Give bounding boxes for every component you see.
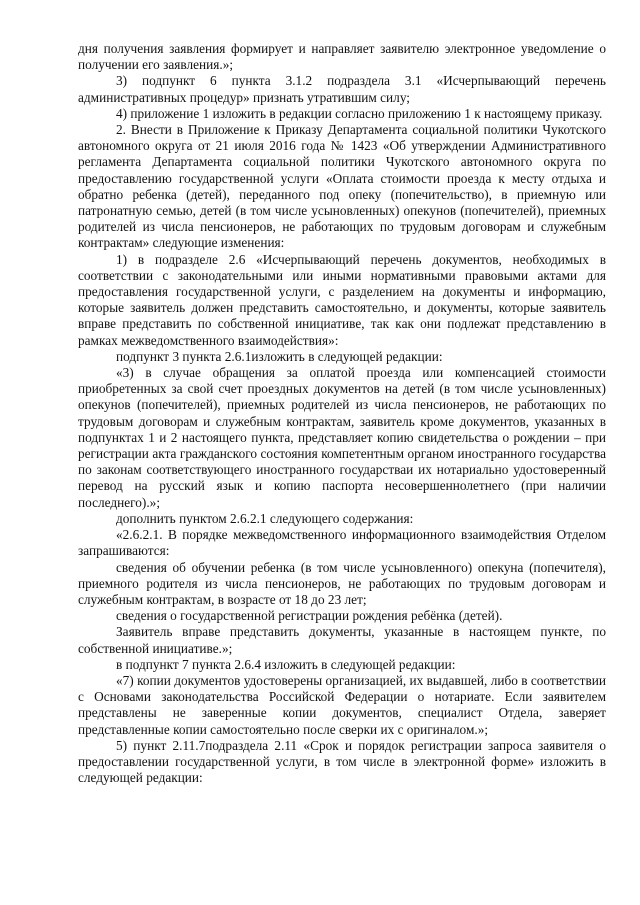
paragraph-add-2-6-2-1: дополнить пунктом 2.6.2.1 следующего содержания:	[116, 510, 414, 526]
paragraph-continuation: дня получения заявления формирует и направляет заявителю электронное уведомление о получении его заявления.»;	[78, 41, 606, 73]
document-page	[78, 41, 606, 786]
paragraph-quote-3: «3) в случае обращения за оплатой проезда или компенсацией стоимости приобретенных за свой счет проездных документов на детей (в том числе усыновленных) опекунов (попечителей), приемных родителей из числа пенсионеров, не работающих по трудовым договорам и служебным контрактам, заявитель кроме документов, указанных в подпунктах 1 и 2 настоящего пункта, представляет копию свидетельства о рождении – при регистрации акта гражданского состояния компетентным органом иностранного государства по законам соответствующего иностранного государстваи их нотариально удостоверенный перевод на русский язык и копию паспорта несовершеннолетнего (при наличии последнего).»;	[78, 365, 606, 510]
paragraph-applicant-right: Заявитель вправе представить документы, указанные в настоящем пункте, по собственной инициативе.»;	[78, 624, 606, 656]
paragraph-item-3: 3) подпункт 6 пункта 3.1.2 подраздела 3.1 «Исчерпывающий перечень административных процедур» признать утратившим силу;	[78, 73, 606, 105]
paragraph-item-5: 5) пункт 2.11.7подраздела 2.11 «Срок и порядок регистрации запроса заявителя о предоставлении государственной услуги, в том числе в электронной форме» изложить в следующей редакции:	[78, 737, 606, 786]
paragraph-subitem-7: в подпункт 7 пункта 2.6.4 изложить в следующей редакции:	[116, 656, 456, 672]
paragraph-subitem-3: подпункт 3 пункта 2.6.1изложить в следующей редакции:	[116, 348, 443, 364]
paragraph-quote-2-6-2-1: «2.6.2.1. В порядке межведомственного информационного взаимодействия Отделом запрашиваются:	[78, 527, 606, 559]
paragraph-quote-7: «7) копии документов удостоверены организацией, их выдавшей, либо в соответствии с Основами законодательства Российской Федерации о нотариате. Если заявителем представлены не заверенные копии документов, специалист Отдела, заверяет представленные копии самостоятельно после сверки их с оригиналом.»;	[78, 672, 606, 737]
paragraph-education-info: сведения об обучении ребенка (в том числе усыновленного) опекуна (попечителя), приемного родителя из числа пенсионеров, не работающих по трудовым договорам и служебным контрактам, в возрасте от 18 до 23 лет;	[78, 559, 606, 607]
paragraph-item-4: 4) приложение 1 изложить в редакции согласно приложению 1 к настоящему приказу.	[116, 105, 603, 121]
paragraph-birth-registration: сведения о государственной регистрации рождения ребёнка (детей).	[116, 608, 503, 624]
paragraph-item-1: 1) в подразделе 2.6 «Исчерпывающий перечень документов, необходимых в соответствии с законодательными или иными нормативными правовыми актами для предоставления государственной услуги, с разделением на документы и информацию, которые заявитель должен представить самостоятельно, и документы, которые заявитель вправе представить по собственной инициативе, так как они подлежат представлению в рамках межведомственного взаимодействия»:	[78, 251, 606, 348]
paragraph-section-2: 2. Внести в Приложение к Приказу Департамента социальной политики Чукотского автономного округа от 21 июля 2016 года № 1423 «Об утверждении Административного регламента Департамента социальной политики Чукотского автономного округа по предоставлению государственной услуги «Оплата стоимости проезда к месту отдыха и обратно ребенка (детей), переданного под опеку (попечительство), в приемную или патронатную семью, детей (в том числе усыновленных) опекунов (попечителей), приемных родителей из числа пенсионеров, не работающих по трудовым договорам и служебным контрактам» следующие изменения:	[78, 122, 606, 251]
